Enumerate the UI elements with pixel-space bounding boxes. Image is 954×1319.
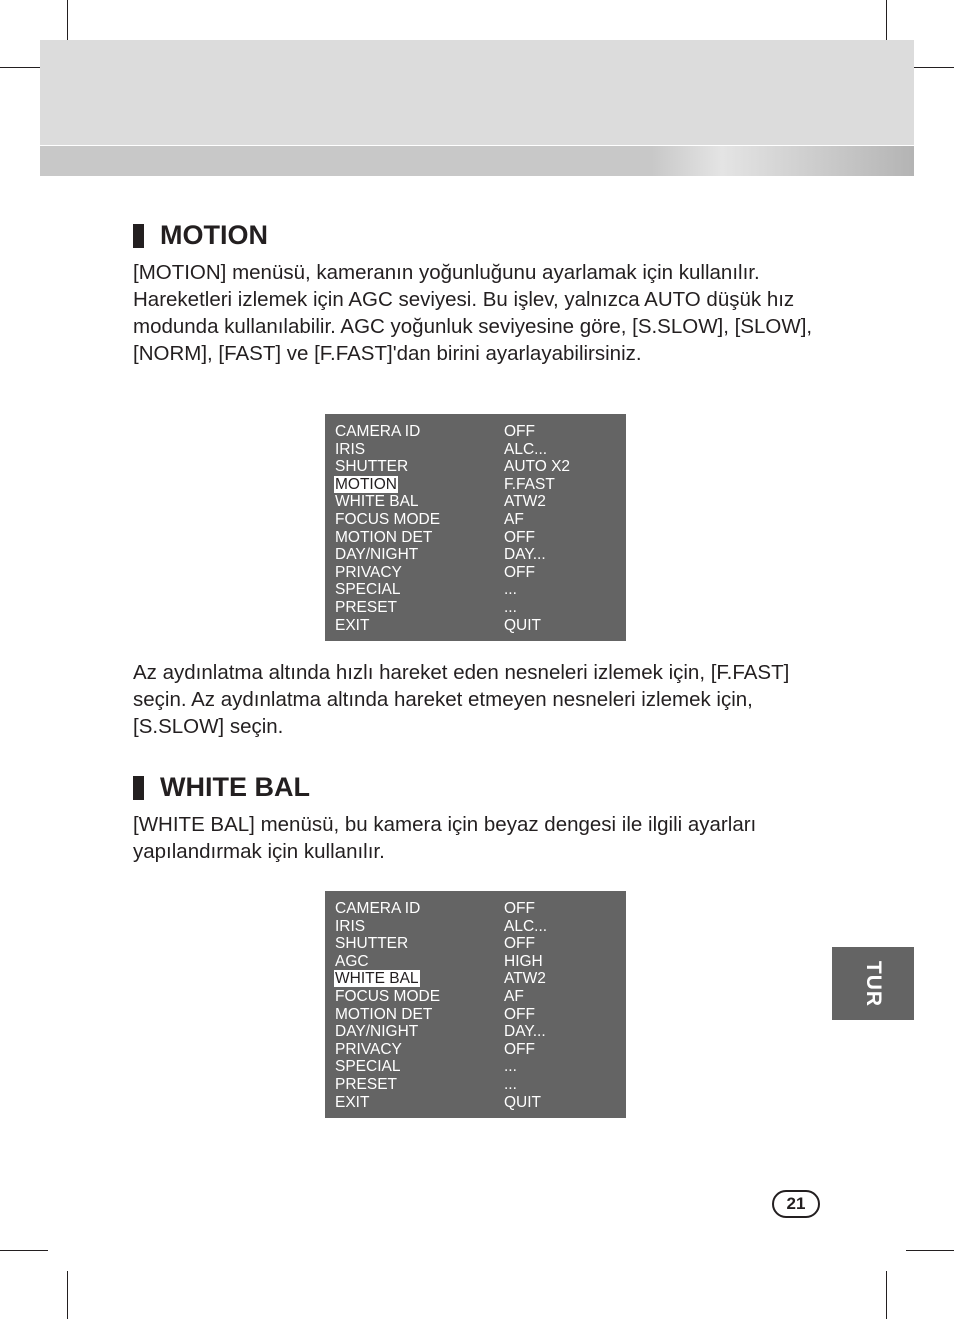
menu-row xyxy=(334,458,626,476)
menu-item-label: SPECIAL xyxy=(335,581,401,599)
menu-item-label: PRIVACY xyxy=(335,563,402,581)
menu-item-label: PRIVACY xyxy=(335,1040,402,1058)
menu-item-value: OFF xyxy=(504,1005,535,1023)
crop-mark xyxy=(886,1271,887,1319)
menu-item-label: SHUTTER xyxy=(335,935,409,953)
page-number: 21 xyxy=(772,1190,820,1218)
menu-row-selected xyxy=(334,476,626,494)
header-band xyxy=(40,40,914,145)
title-marker xyxy=(133,224,144,248)
menu-row xyxy=(334,1094,626,1112)
section-title-text: MOTION xyxy=(160,220,268,250)
menu-item-value: HIGH xyxy=(504,952,543,970)
menu-row xyxy=(334,1076,626,1094)
menu-item-value: ... xyxy=(504,1075,517,1093)
menu-row xyxy=(334,988,626,1006)
title-marker xyxy=(133,776,144,800)
menu-item-label: CAMERA ID xyxy=(335,900,421,917)
menu-row xyxy=(334,423,626,441)
menu-item-label: FOCUS MODE xyxy=(335,987,441,1005)
menu-item-label: PRESET xyxy=(335,598,398,616)
menu-row xyxy=(334,1041,626,1059)
menu-row xyxy=(334,529,626,547)
motion-note-paragraph: Az aydınlatma altında hızlı hareket eden nesneleri izlemek için, [F.FAST] seçin. Az aydınlatma altında hareket etmeyen nesneleri izlemek için, [S.SLOW] seçin. xyxy=(133,661,790,738)
menu-item-label: WHITE BAL xyxy=(335,493,419,511)
menu-item-label: SPECIAL xyxy=(335,1058,401,1076)
menu-row xyxy=(334,900,626,918)
menu-item-label: SHUTTER xyxy=(335,458,409,476)
menu-item-label: IRIS xyxy=(335,440,366,458)
motion-menu-screen xyxy=(325,414,626,641)
language-tab xyxy=(832,947,914,1020)
menu-row xyxy=(334,564,626,582)
menu-row xyxy=(334,581,626,599)
menu-item-label: DAY/NIGHT xyxy=(335,1023,419,1041)
menu-item-value: OFF xyxy=(504,935,535,953)
menu-item-value: OFF xyxy=(504,563,535,581)
menu-item-value: AUTO X2 xyxy=(504,458,571,476)
menu-row xyxy=(334,935,626,953)
menu-item-value: ALC... xyxy=(504,917,548,935)
menu-item-label: CAMERA ID xyxy=(335,423,421,440)
section-title-white-bal xyxy=(133,772,310,803)
menu-item-label-selected: WHITE BAL xyxy=(335,970,419,988)
menu-row xyxy=(334,1023,626,1041)
menu-item-label: MOTION DET xyxy=(335,528,433,546)
menu-item-value: OFF xyxy=(504,1040,535,1058)
menu-item-value: ALC... xyxy=(504,440,548,458)
menu-row xyxy=(334,953,626,971)
menu-item-value: OFF xyxy=(504,423,535,440)
menu-item-label: FOCUS MODE xyxy=(335,510,441,528)
menu-rows xyxy=(334,423,626,634)
white-bal-menu-screen xyxy=(325,891,626,1118)
menu-row xyxy=(334,511,626,529)
menu-row xyxy=(334,546,626,564)
menu-item-label: DAY/NIGHT xyxy=(335,546,419,564)
menu-item-value: DAY... xyxy=(504,546,546,564)
menu-row xyxy=(334,1006,626,1024)
white-bal-intro-paragraph: [WHITE BAL] menüsü, bu kamera için beyaz dengesi ile ilgili ayarları yapılandırmak için kullanılır. xyxy=(133,813,757,863)
menu-item-value: ATW2 xyxy=(504,493,546,511)
crop-mark xyxy=(67,1271,68,1319)
crop-mark xyxy=(0,1250,48,1251)
menu-item-value: ... xyxy=(504,598,517,616)
menu-item-value: DAY... xyxy=(504,1023,546,1041)
menu-item-value: AF xyxy=(504,510,524,528)
motion-intro-paragraph: [MOTION] menüsü, kameranın yoğunluğunu ayarlamak için kullanılır. Hareketleri izlemek için AGC seviyesi. Bu işlev, yalnızca AUTO düşük hız modunda kullanılabilir. AGC yoğunluk seviyesine göre, [S.SLOW], [SLOW],[NORM], [FAST] ve [F.FAST]'dan birini ayarlayabilirsiniz. xyxy=(133,261,813,365)
menu-item-value: ... xyxy=(504,581,517,599)
menu-row xyxy=(334,441,626,459)
menu-item-label: MOTION DET xyxy=(335,1005,433,1023)
menu-item-value: F.FAST xyxy=(504,475,555,493)
menu-row-selected xyxy=(334,970,626,988)
menu-item-value: ATW2 xyxy=(504,970,546,988)
menu-row xyxy=(334,918,626,936)
menu-item-value: QUIT xyxy=(504,1093,542,1111)
menu-row xyxy=(334,1058,626,1076)
language-tab-label: TUR xyxy=(861,960,885,1007)
menu-item-label: EXIT xyxy=(335,1093,370,1111)
menu-rows xyxy=(334,900,626,1111)
menu-item-label: PRESET xyxy=(335,1075,398,1093)
menu-item-value: ... xyxy=(504,1058,517,1076)
menu-item-value: OFF xyxy=(504,528,535,546)
menu-item-value: QUIT xyxy=(504,616,542,634)
section-title-motion xyxy=(133,220,268,251)
menu-row xyxy=(334,617,626,635)
menu-item-label: IRIS xyxy=(335,917,366,935)
menu-row xyxy=(334,599,626,617)
section-title-text: WHITE BAL xyxy=(160,772,310,802)
menu-item-label: EXIT xyxy=(335,616,370,634)
crop-mark xyxy=(906,1250,954,1251)
header-strip xyxy=(40,146,914,176)
menu-row xyxy=(334,493,626,511)
menu-item-value: OFF xyxy=(504,900,535,917)
menu-item-value: AF xyxy=(504,987,524,1005)
menu-item-label-selected: MOTION xyxy=(335,475,397,493)
menu-item-label: AGC xyxy=(335,952,369,970)
